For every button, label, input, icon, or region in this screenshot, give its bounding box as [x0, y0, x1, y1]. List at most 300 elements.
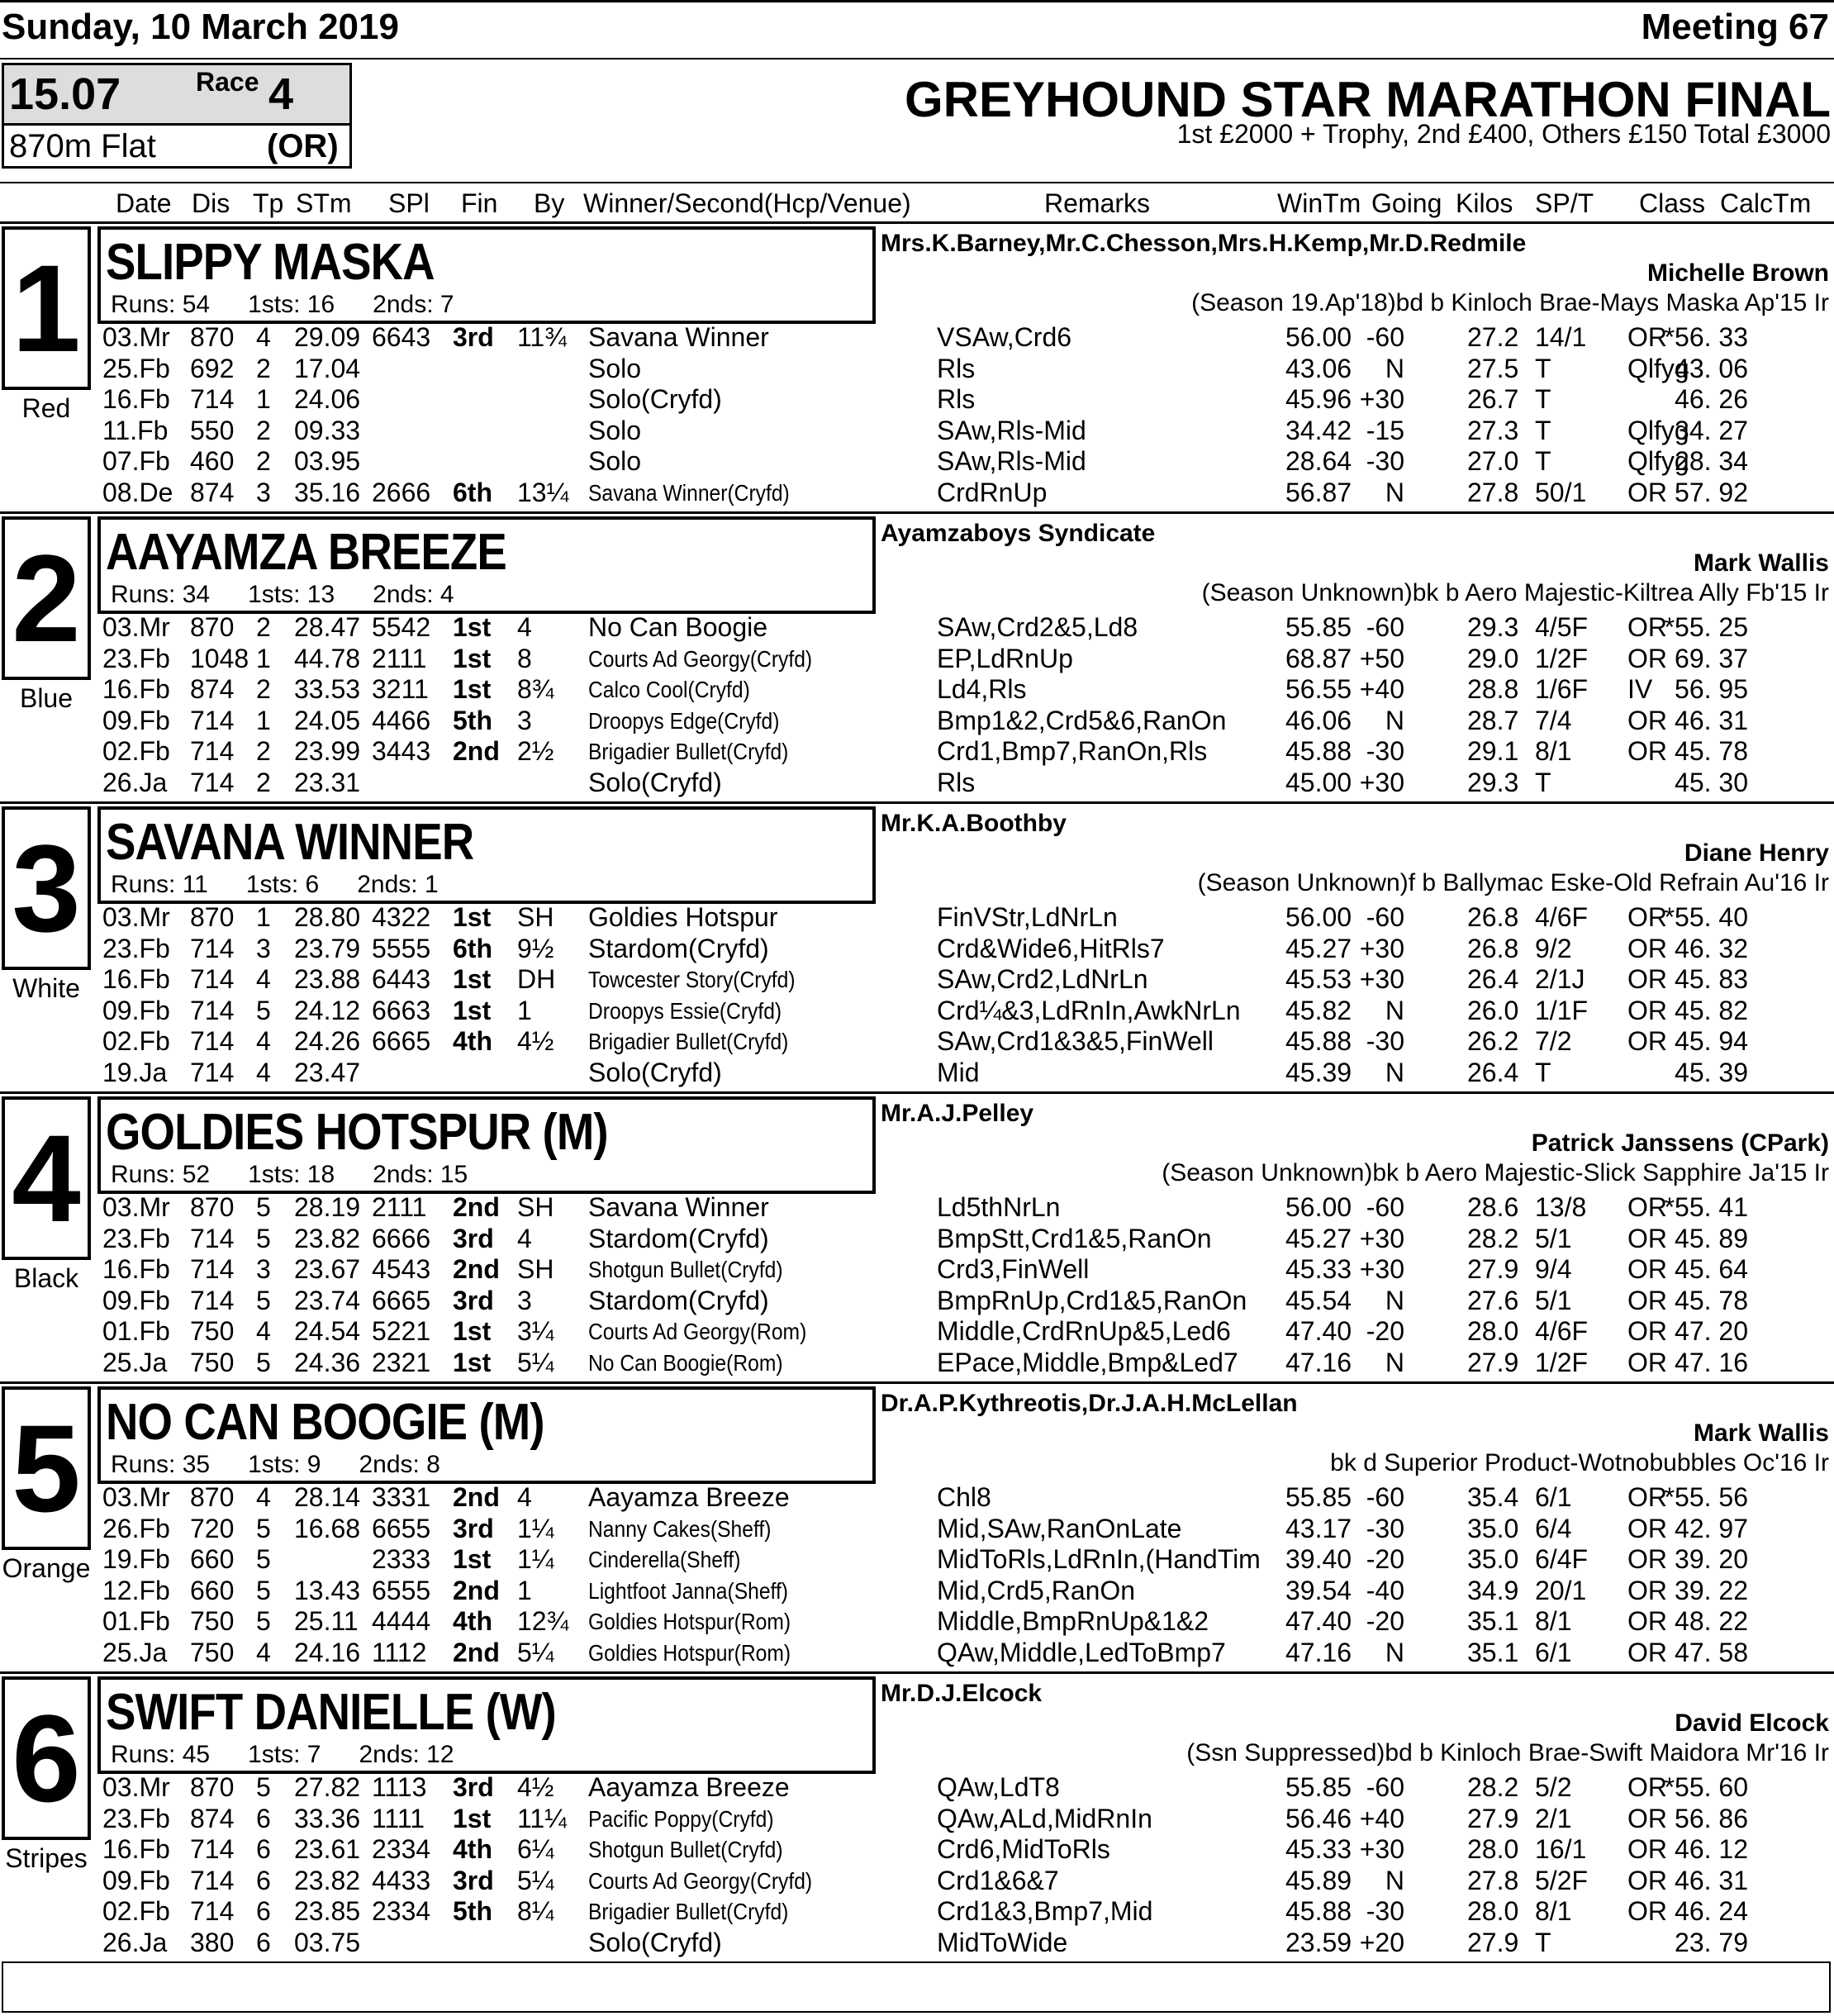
form-cell: OR	[1627, 995, 1667, 1025]
form-cell: 24.12	[294, 995, 361, 1025]
form-cell: *55. 41	[1664, 1192, 1748, 1222]
trap-number: 2	[2, 516, 91, 680]
form-row	[0, 1224, 1834, 1254]
form-row	[0, 1928, 1834, 1958]
form-cell: N	[1385, 478, 1404, 507]
form-cell: 1111	[372, 1803, 425, 1833]
form-cell: 3	[256, 933, 271, 963]
form-cell: OR	[1627, 964, 1667, 995]
form-cell: 750	[190, 1606, 235, 1637]
form-cell: OR	[1627, 902, 1667, 932]
form-row	[0, 446, 1834, 477]
form-cell: 47.40	[1285, 1316, 1352, 1347]
form-cell: 23.82	[294, 1223, 361, 1253]
form-cell: 3rd	[453, 1513, 494, 1543]
form-cell: T	[1535, 1058, 1551, 1087]
form-cell: 27.9	[1467, 1348, 1519, 1377]
form-cell: 25.Fb	[102, 353, 170, 383]
form-cell: OR	[1627, 1285, 1667, 1315]
form-cell: Shotgun Bullet(Cryfd)	[588, 1257, 783, 1283]
form-cell: 45.33	[1285, 1834, 1352, 1865]
form-row	[0, 902, 1834, 933]
form-cell: 5	[256, 995, 271, 1025]
form-row	[0, 1254, 1834, 1285]
runner-block	[0, 223, 1834, 512]
race-info-box	[2, 63, 352, 169]
form-cell: 03.Mr	[102, 902, 170, 932]
runner-block	[0, 1093, 1834, 1382]
form-cell: N	[1385, 995, 1404, 1025]
form-cell: 28.2	[1467, 1772, 1519, 1802]
form-cell: 46. 31	[1675, 1865, 1748, 1895]
form-cell: 550	[190, 415, 235, 445]
firsts-count: 1sts: 16	[248, 291, 335, 318]
form-cell: 2/1	[1535, 1803, 1572, 1833]
form-cell: 28.19	[294, 1192, 361, 1222]
form-cell: 3rd	[453, 322, 494, 352]
form-cell: 46. 31	[1675, 705, 1748, 735]
trainer: Diane Henry	[1684, 839, 1829, 867]
form-cell: 45.33	[1285, 1254, 1352, 1285]
form-cell: 35.1	[1467, 1638, 1519, 1667]
form-cell: BmpStt,Crd1&5,RanOn	[937, 1223, 1212, 1253]
runs-count: Runs: 35	[111, 1451, 211, 1478]
form-cell: OR	[1627, 1865, 1667, 1895]
form-cell: -60	[1366, 322, 1404, 352]
form-cell: 55.85	[1285, 612, 1352, 642]
form-cell: SAw,Crd2,LdNrLn	[937, 964, 1148, 995]
form-cell: 6663	[372, 995, 431, 1025]
form-cell: 44.78	[294, 643, 361, 673]
form-cell: N	[1385, 1348, 1404, 1377]
form-cell: *55. 40	[1664, 902, 1748, 932]
form-cell: 08.De	[102, 478, 173, 507]
race-title: GREYHOUND STAR MARATHON FINAL	[904, 72, 1831, 127]
form-row	[0, 706, 1834, 736]
form-cell: 714	[190, 768, 235, 797]
form-cell: N	[1385, 705, 1404, 735]
form-cell: 4	[517, 1482, 532, 1512]
form-cell: Courts Ad Georgy(Rom)	[588, 1319, 807, 1345]
form-cell: 3rd	[453, 1285, 494, 1315]
form-cell: 20/1	[1535, 1575, 1587, 1605]
form-cell: SH	[517, 1192, 554, 1222]
form-cell: 45. 94	[1675, 1026, 1748, 1057]
form-cell: Savana Winner	[588, 322, 769, 352]
form-cell: 2nd	[453, 1254, 500, 1285]
form-row	[0, 1026, 1834, 1057]
form-cell: 6/4	[1535, 1513, 1572, 1543]
owner: Dr.A.P.Kythreotis,Dr.J.A.H.McLellan	[881, 1390, 1298, 1417]
form-cell: 5/2	[1535, 1772, 1572, 1802]
form-cell: 23.82	[294, 1865, 361, 1895]
col-kilos: Kilos	[1456, 188, 1513, 218]
dog-stats	[111, 291, 492, 319]
form-cell: 2nd	[453, 1638, 500, 1667]
form-cell: 5542	[372, 612, 431, 642]
form-cell: Rls	[937, 384, 976, 415]
form-cell: +40	[1359, 1803, 1404, 1833]
form-cell: 11¼	[517, 1803, 567, 1833]
form-cell: 6	[256, 1896, 271, 1927]
form-cell: 27.9	[1467, 1803, 1519, 1833]
race-grade: (OR)	[267, 128, 339, 164]
form-cell: Middle,CrdRnUp&5,Led6	[937, 1316, 1231, 1347]
trap-number: 1	[2, 226, 91, 390]
form-cell: 45. 83	[1675, 964, 1748, 995]
form-cell: Middle,BmpRnUp&1&2	[937, 1606, 1209, 1637]
form-cell: Chl8	[937, 1482, 991, 1512]
form-cell: T	[1535, 384, 1551, 415]
form-cell: 24.36	[294, 1348, 361, 1377]
form-row	[0, 1896, 1834, 1927]
form-cell: 1/1F	[1535, 995, 1589, 1025]
form-cell: 23.Fb	[102, 643, 170, 673]
form-cell: -30	[1366, 446, 1404, 477]
form-cell: 16/1	[1535, 1834, 1587, 1865]
form-cell: 56.87	[1285, 478, 1352, 507]
form-row	[0, 964, 1834, 995]
form-cell: 02.Fb	[102, 1896, 170, 1927]
trap-colour: Orange	[2, 1553, 91, 1583]
form-cell: 09.33	[294, 415, 361, 445]
form-cell: 1st	[453, 1348, 492, 1377]
form-cell: 2666	[372, 478, 431, 507]
form-cell: 4543	[372, 1254, 431, 1285]
form-cell: 874	[190, 478, 235, 507]
form-cell: 4	[256, 322, 271, 352]
form-cell: OR	[1627, 705, 1667, 735]
breeding: (Season Unknown)bk b Aero Majestic-Slick Sapphire Ja'15 Ir	[1162, 1159, 1829, 1186]
form-cell: 26.Fb	[102, 1513, 170, 1543]
form-cell: 27.8	[1467, 1865, 1519, 1895]
form-row	[0, 1834, 1834, 1865]
form-cell: OR	[1627, 1192, 1667, 1222]
form-row	[0, 1514, 1834, 1544]
form-cell: N	[1385, 353, 1404, 383]
form-cell: 26.7	[1467, 384, 1519, 415]
form-cell: -30	[1366, 736, 1404, 767]
form-cell: Lightfoot Janna(Sheff)	[588, 1577, 789, 1604]
form-cell: 28.80	[294, 902, 361, 932]
dog-name-box	[97, 1676, 876, 1774]
form-cell: 26.4	[1467, 964, 1519, 995]
seconds-count: 2nds: 15	[373, 1161, 468, 1188]
form-cell: 2nd	[453, 1575, 500, 1605]
form-cell: 03.Mr	[102, 1192, 170, 1222]
form-cell: 56.46	[1285, 1803, 1352, 1833]
form-cell: 1	[256, 384, 271, 415]
form-row	[0, 1804, 1834, 1834]
form-cell: 12¾	[517, 1606, 569, 1637]
dog-name-box	[97, 226, 876, 324]
form-cell: Solo(Cryfd)	[588, 768, 722, 797]
form-cell: 5	[256, 1513, 271, 1543]
form-cell: 29.09	[294, 322, 361, 352]
form-cell: N	[1385, 1285, 1404, 1315]
race-date: Sunday, 10 March 2019	[2, 7, 399, 47]
form-cell: 47. 58	[1675, 1638, 1748, 1667]
form-row	[0, 768, 1834, 798]
form-cell: 03.Mr	[102, 612, 170, 642]
form-cell: 5221	[372, 1316, 431, 1347]
form-cell: 46. 12	[1675, 1834, 1748, 1865]
form-cell: *55. 60	[1664, 1772, 1748, 1802]
form-cell: 34.42	[1285, 415, 1352, 445]
form-cell: -40	[1366, 1575, 1404, 1605]
form-cell: 47.16	[1285, 1348, 1352, 1377]
form-cell: 09.Fb	[102, 995, 170, 1025]
form-cell: 2nd	[453, 1482, 500, 1512]
form-cell: Mid,SAw,RanOnLate	[937, 1513, 1182, 1543]
form-cell: 3211	[372, 674, 429, 705]
form-cell: 8¼	[517, 1896, 554, 1927]
form-cell: -20	[1366, 1316, 1404, 1347]
form-cell: 25.Ja	[102, 1348, 168, 1377]
form-cell: 27.82	[294, 1772, 361, 1802]
form-cell: MidToWide	[937, 1928, 1068, 1957]
form-cell: 24.26	[294, 1026, 361, 1057]
form-cell: 03.95	[294, 446, 361, 477]
form-cell: 5	[256, 1285, 271, 1315]
form-cell: Mid,Crd5,RanOn	[937, 1575, 1136, 1605]
form-cell: T	[1535, 353, 1551, 383]
form-cell: 55.85	[1285, 1772, 1352, 1802]
form-cell: 714	[190, 964, 235, 995]
form-cell: 1¼	[517, 1513, 554, 1543]
form-cell: 4	[256, 1482, 271, 1512]
form-cell: -15	[1366, 415, 1404, 445]
form-cell: 5	[256, 1192, 271, 1222]
form-cell: 57. 92	[1675, 478, 1748, 507]
form-cell: 29.3	[1467, 612, 1519, 642]
form-cell: EP,LdRnUp	[937, 643, 1073, 673]
form-cell: Brigadier Bullet(Cryfd)	[588, 739, 789, 765]
form-cell: 714	[190, 1058, 235, 1087]
trap-number: 5	[2, 1386, 91, 1550]
form-cell: 1	[517, 995, 532, 1025]
form-cell: Solo(Cryfd)	[588, 384, 722, 415]
form-cell: OR	[1627, 1772, 1667, 1802]
form-cell: Crd1&3,Bmp7,Mid	[937, 1896, 1153, 1927]
form-cell: 09.Fb	[102, 705, 170, 735]
form-cell: 23.67	[294, 1254, 361, 1285]
form-cell: 28.64	[1285, 446, 1352, 477]
form-cell: +30	[1359, 933, 1404, 963]
form-cell: 28. 34	[1675, 446, 1748, 477]
form-cell: 5	[256, 1772, 271, 1802]
form-cell: 4½	[517, 1026, 554, 1057]
form-cell: 16.Fb	[102, 964, 170, 995]
trap-colour: Blue	[19, 683, 74, 713]
form-cell: *55. 25	[1664, 612, 1748, 642]
form-cell: 19.Fb	[102, 1544, 170, 1575]
runs-count: Runs: 34	[111, 581, 211, 608]
form-cell: OR	[1627, 1482, 1667, 1512]
form-cell: 5th	[453, 705, 492, 735]
form-cell: OR	[1627, 1575, 1667, 1605]
form-cell: OR	[1627, 1544, 1667, 1575]
footer-box	[2, 1961, 1831, 2013]
form-cell: 2	[256, 353, 271, 383]
form-cell: 6555	[372, 1575, 431, 1605]
dog-name-box	[97, 1096, 876, 1194]
form-cell: 7/2	[1535, 1026, 1572, 1057]
col-spt: SP/T	[1535, 188, 1594, 218]
form-cell: 714	[190, 1026, 235, 1057]
owner: Mr.K.A.Boothby	[881, 810, 1067, 837]
form-cell: OR	[1627, 612, 1667, 642]
breeding: (Ssn Suppressed)bd b Kinloch Brae-Swift Maidora Mr'16 Ir	[1186, 1739, 1829, 1766]
form-cell: Crd¼&3,LdRnIn,AwkNrLn	[937, 995, 1241, 1025]
form-cell: 5	[256, 1575, 271, 1605]
form-cell: 23.61	[294, 1834, 361, 1865]
col-calctm: CalcTm	[1720, 188, 1812, 218]
form-cell: QAw,Middle,LedToBmp7	[937, 1638, 1226, 1667]
form-cell: 27.5	[1467, 353, 1519, 383]
form-cell: OR	[1627, 1254, 1667, 1285]
form-cell: 29.0	[1467, 643, 1519, 673]
firsts-count: 1sts: 6	[245, 871, 320, 898]
form-cell: 26.4	[1467, 1058, 1519, 1087]
dog-stats	[111, 581, 492, 609]
form-row	[0, 1348, 1834, 1378]
form-cell: OR	[1627, 1316, 1667, 1347]
owner: Mrs.K.Barney,Mr.C.Chesson,Mrs.H.Kemp,Mr.D.Redmile	[881, 230, 1527, 257]
runner-block	[0, 1383, 1834, 1672]
dog-name: GOLDIES HOTSPUR (M)	[106, 1104, 608, 1161]
form-cell: Nanny Cakes(Sheff)	[588, 1515, 772, 1542]
race-distance: 870m Flat	[9, 128, 156, 164]
form-cell: 1113	[372, 1772, 427, 1802]
dog-name: NO CAN BOOGIE (M)	[106, 1394, 544, 1451]
form-cell: +30	[1359, 768, 1404, 797]
form-cell: 55.85	[1285, 1482, 1352, 1512]
form-cell: FinVStr,LdNrLn	[937, 902, 1118, 932]
form-cell: +20	[1359, 1928, 1404, 1957]
form-cell: 660	[190, 1544, 235, 1575]
form-cell: 2/1J	[1535, 964, 1585, 995]
form-cell: 2321	[372, 1348, 431, 1377]
form-cell: +30	[1359, 1834, 1404, 1865]
form-cell: 660	[190, 1575, 235, 1605]
trainer: Michelle Brown	[1646, 259, 1829, 287]
form-row	[0, 1286, 1834, 1316]
runs-count: Runs: 11	[111, 871, 208, 898]
form-row	[0, 1058, 1834, 1088]
race-time: 15.07	[9, 69, 121, 119]
form-cell: Towcester Story(Cryfd)	[588, 967, 796, 993]
form-cell: 11¾	[517, 322, 567, 352]
form-cell: 6th	[453, 933, 492, 963]
form-cell: 4	[256, 964, 271, 995]
form-cell: 1/2F	[1535, 1348, 1589, 1377]
breeding: (Season Unknown)f b Ballymac Eske-Old Refrain Au'16 Ir	[1197, 869, 1829, 896]
form-cell: 720	[190, 1513, 235, 1543]
form-cell: 35.1	[1467, 1606, 1519, 1637]
form-cell: 03.Mr	[102, 322, 170, 352]
form-cell: No Can Boogie(Rom)	[588, 1350, 783, 1376]
form-cell: N	[1385, 1865, 1404, 1895]
form-cell: 874	[190, 674, 235, 705]
form-cell: DH	[517, 964, 556, 995]
form-cell: 5	[256, 1223, 271, 1253]
dog-name: SLIPPY MASKA	[106, 234, 435, 291]
form-row	[0, 1606, 1834, 1637]
form-cell: QAw,ALd,MidRnIn	[937, 1803, 1152, 1833]
form-cell: 35.0	[1467, 1544, 1519, 1575]
form-cell: 2nd	[453, 1192, 500, 1222]
form-cell: 35.0	[1467, 1513, 1519, 1543]
trainer: Mark Wallis	[1694, 1419, 1829, 1447]
form-cell: 2334	[372, 1896, 431, 1927]
form-cell: 24.06	[294, 384, 361, 415]
form-cell: 23.Fb	[102, 933, 170, 963]
col-class: Class	[1639, 188, 1706, 218]
form-cell: 28.7	[1467, 705, 1519, 735]
form-cell: Qlfyg	[1627, 415, 1689, 445]
form-cell: Aayamza Breeze	[588, 1482, 790, 1512]
form-cell: OR	[1627, 1026, 1667, 1057]
form-cell: 1	[517, 1575, 532, 1605]
form-cell: 2	[256, 768, 271, 797]
form-cell: 2½	[517, 736, 554, 767]
form-cell: 4th	[453, 1026, 492, 1057]
form-cell: 35.4	[1467, 1482, 1519, 1512]
form-cell: 45. 78	[1675, 1285, 1748, 1315]
form-cell: 43. 06	[1675, 353, 1748, 383]
trap-colour: White	[12, 973, 80, 1003]
form-row	[0, 384, 1834, 415]
form-cell: 1	[256, 705, 271, 735]
form-cell: -60	[1366, 902, 1404, 932]
form-cell: OR	[1627, 322, 1667, 352]
dog-stats	[111, 1741, 492, 1769]
race-number: 4	[268, 69, 294, 119]
form-cell: +30	[1359, 384, 1404, 415]
form-cell: 45. 82	[1675, 995, 1748, 1025]
form-cell: -20	[1366, 1544, 1404, 1575]
form-cell: 45.27	[1285, 1223, 1352, 1253]
form-cell: 3	[256, 478, 271, 507]
race-prizes: 1st £2000 + Trophy, 2nd £400, Others £150 Total £3000	[1176, 119, 1831, 149]
form-row	[0, 736, 1834, 767]
form-cell: 460	[190, 446, 235, 477]
form-cell: 3rd	[453, 1223, 494, 1253]
form-cell: 870	[190, 322, 235, 352]
form-cell: 3rd	[453, 1772, 494, 1802]
form-cell: 6655	[372, 1513, 431, 1543]
form-cell: 26.8	[1467, 933, 1519, 963]
runner-block	[0, 513, 1834, 802]
form-row	[0, 612, 1834, 643]
form-cell: Brigadier Bullet(Cryfd)	[588, 1029, 789, 1055]
form-cell: 3	[256, 1254, 271, 1285]
dog-name: AAYAMZA BREEZE	[106, 524, 506, 581]
col-fin: Fin	[461, 188, 498, 218]
runs-count: Runs: 54	[111, 291, 211, 318]
firsts-count: 1sts: 7	[248, 1741, 321, 1768]
form-cell: Pacific Poppy(Cryfd)	[588, 1805, 774, 1832]
form-cell: 1048	[190, 643, 249, 673]
form-cell: 23.74	[294, 1285, 361, 1315]
form-cell: 1st	[453, 1544, 492, 1575]
form-cell: T	[1535, 1928, 1551, 1957]
form-cell: SAw,Crd1&3&5,FinWell	[937, 1026, 1214, 1057]
form-cell: 24.05	[294, 705, 361, 735]
form-cell: 3	[517, 1285, 532, 1315]
form-cell: 6665	[372, 1026, 431, 1057]
